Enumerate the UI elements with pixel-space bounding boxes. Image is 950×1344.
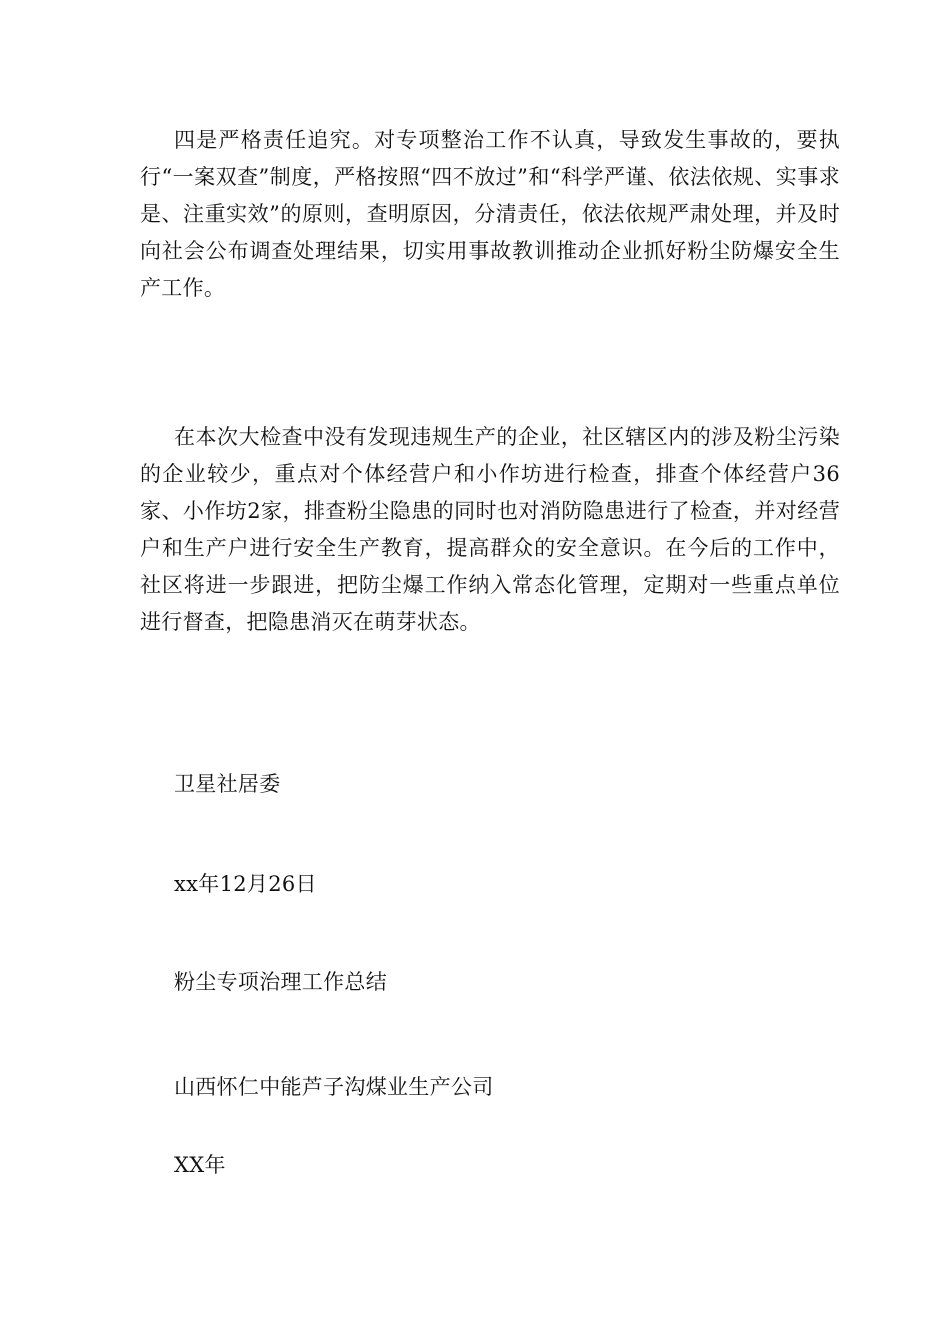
document-date: xx年12月26日 [174,872,317,896]
company-name: 山西怀仁中能芦子沟煤业生产公司 [174,1075,494,1099]
paragraph-inspection-summary: 在本次大检查中没有发现违规生产的企业，社区辖区内的涉及粉尘污染的企业较少，重点对个体经营户和小作坊进行检查，排查个体经营户36家、小作坊2家，排查粉尘隐患的同时也对消防隐患进行了检查，并对经营户和生产户进行安全生产教育，提高群众的安全意识。在今后的工作中，社区将进一步跟进，把防尘爆工作纳入常态化管理，定期对一些重点单位进行督查，把隐患消灭在萌芽状态。 [140,425,840,634]
paragraph-responsibility: 四是严格责任追究。对专项整治工作不认真，导致发生事故的，要执行“一案双查”制度，严格按照“四不放过”和“科学严谨、依法依规、实事求是、注重实效”的原则，查明原因，分清责任，依法依规严肃处理，并及时向社会公布调查处理结果，切实用事故教训推动企业抓好粉尘防爆安全生产工作。 [140,128,840,300]
signature-committee: 卫星社居委 [174,772,281,796]
section-title: 粉尘专项治理工作总结 [174,970,387,994]
year-label: XX年 [174,1153,226,1177]
